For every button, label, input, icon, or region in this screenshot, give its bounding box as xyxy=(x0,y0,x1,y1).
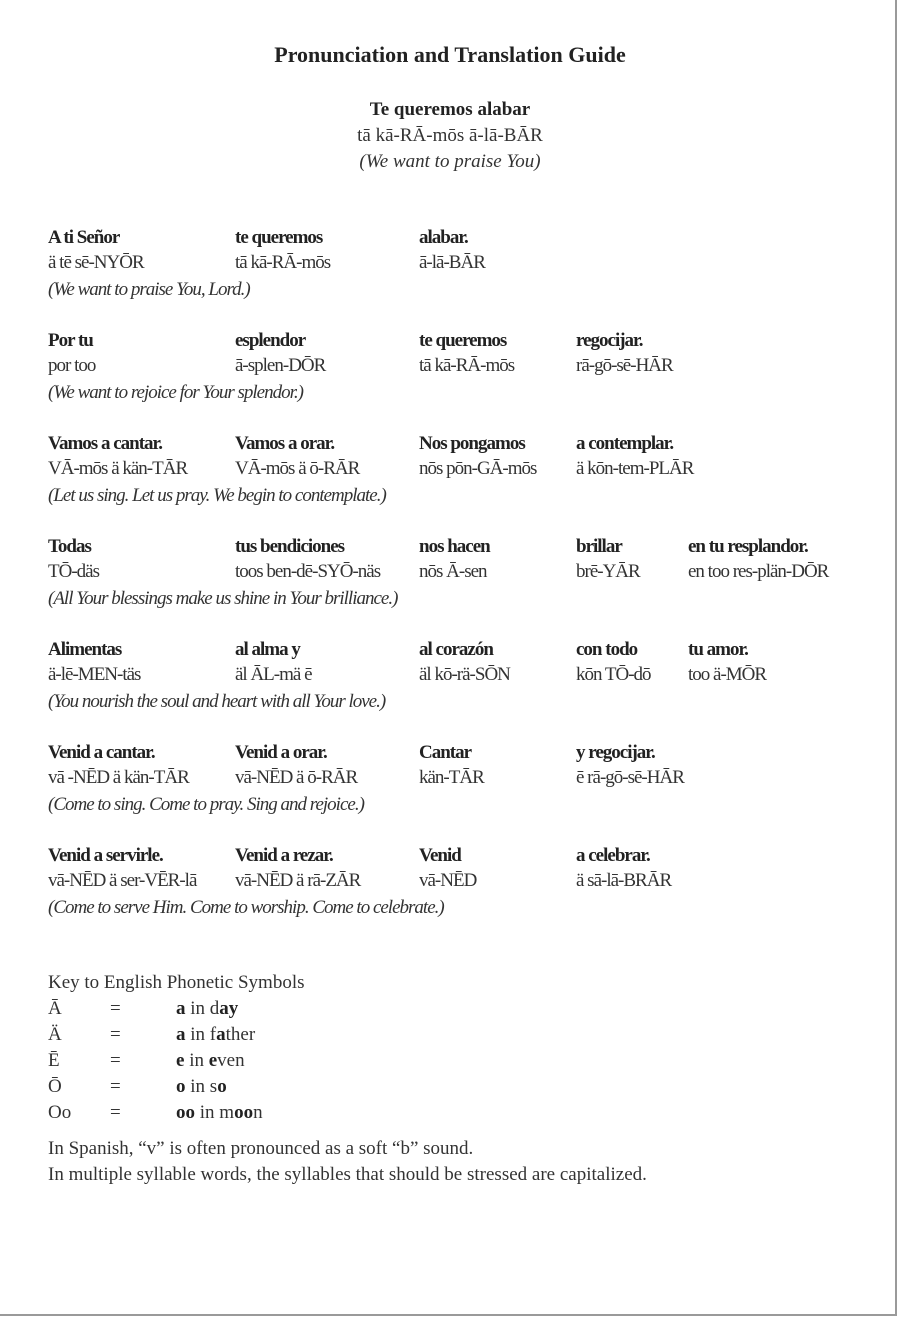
stanza-7 xyxy=(48,845,878,921)
stanza-6 xyxy=(48,742,878,818)
pronunciation: brē-YĀR xyxy=(576,561,640,582)
key-example: a in day xyxy=(176,998,239,1019)
stanza-1 xyxy=(48,227,878,303)
pronunciation: too ä-MŌR xyxy=(688,664,767,685)
stanza-3 xyxy=(48,433,878,509)
stanza-4 xyxy=(48,536,878,612)
pronunciation: nōs Ā-sen xyxy=(419,561,487,582)
pronunciation: ā-lā-BĀR xyxy=(419,252,485,273)
translation: (You nourish the soul and heart with all Your love.) xyxy=(48,691,386,712)
spanish-phrase: Alimentas xyxy=(48,639,122,660)
phonetic-key xyxy=(48,970,305,1126)
spanish-phrase: te queremos xyxy=(235,227,323,248)
spanish-phrase: a contemplar. xyxy=(576,433,674,454)
page-title: Pronunciation and Translation Guide xyxy=(274,42,626,67)
spanish-phrase: Vamos a orar. xyxy=(235,433,335,454)
spanish-phrase: te queremos xyxy=(419,330,507,351)
spanish-phrase: tu amor. xyxy=(688,639,748,660)
key-example: e in even xyxy=(176,1050,245,1071)
pronunciation: VĀ-mōs ä kän-TĀR xyxy=(48,458,188,479)
translation: (Come to serve Him. Come to worship. Come to celebrate.) xyxy=(48,897,444,918)
key-symbol: Oo xyxy=(48,1102,72,1123)
key-equals: = xyxy=(110,1076,121,1097)
pronunciation: vā-NĒD xyxy=(419,870,477,891)
key-equals: = xyxy=(110,1050,121,1071)
spanish-phrase: Todas xyxy=(48,536,91,557)
spanish-phrase: y regocijar. xyxy=(576,742,655,763)
spanish-phrase: al alma y xyxy=(235,639,300,660)
key-symbol: Ā xyxy=(48,998,62,1019)
song-heading xyxy=(0,97,900,175)
key-example: oo in moon xyxy=(176,1102,263,1123)
pronunciation: äl ĀL-mä ē xyxy=(235,664,312,685)
translation: (We want to rejoice for Your splendor.) xyxy=(48,382,303,403)
key-row xyxy=(48,1022,305,1048)
spanish-phrase: con todo xyxy=(576,639,638,660)
pronunciation-notes xyxy=(48,1136,647,1188)
spanish-phrase: Venid a servirle. xyxy=(48,845,163,866)
key-row xyxy=(48,1074,305,1100)
translation: (We want to praise You, Lord.) xyxy=(48,279,250,300)
spanish-phrase: a celebrar. xyxy=(576,845,650,866)
spanish-phrase: alabar. xyxy=(419,227,468,248)
pronunciation: kän-TĀR xyxy=(419,767,484,788)
pronunciation: por too xyxy=(48,355,96,376)
pronunciation: vā-NĒD ä ō-RĀR xyxy=(235,767,358,788)
key-title: Key to English Phonetic Symbols xyxy=(48,972,305,993)
pronunciation: ä sā-lā-BRĀR xyxy=(576,870,672,891)
spanish-phrase: Venid a cantar. xyxy=(48,742,155,763)
pronunciation: toos ben-dē-SYŌ-näs xyxy=(235,561,381,582)
key-equals: = xyxy=(110,998,121,1019)
stanza-2 xyxy=(48,330,878,406)
spanish-phrase: Nos pongamos xyxy=(419,433,525,454)
pronunciation: ā-splen-DŌR xyxy=(235,355,326,376)
key-row xyxy=(48,1100,305,1126)
key-equals: = xyxy=(110,1024,121,1045)
pronunciation: ä tē sē-NYŌR xyxy=(48,252,144,273)
spanish-phrase: al corazón xyxy=(419,639,493,660)
key-symbol: Ē xyxy=(48,1050,60,1071)
pronunciation: tā kā-RĀ-mōs xyxy=(235,252,331,273)
heading-pronunciation: tā kā-RĀ-mōs ā-lā-BĀR xyxy=(357,125,543,146)
spanish-phrase: Venid a orar. xyxy=(235,742,327,763)
pronunciation: nōs pōn-GĀ-mōs xyxy=(419,458,537,479)
pronunciation: TŌ-däs xyxy=(48,561,99,582)
translation: (All Your blessings make us shine in Your brilliance.) xyxy=(48,588,398,609)
pronunciation: tā kā-RĀ-mōs xyxy=(419,355,515,376)
pronunciation: ä-lē-MEN-täs xyxy=(48,664,141,685)
spanish-phrase: Venid a rezar. xyxy=(235,845,333,866)
note-line: In Spanish, “v” is often pronounced as a soft “b” sound. xyxy=(48,1138,474,1159)
spanish-phrase: regocijar. xyxy=(576,330,643,351)
translation: (Let us sing. Let us pray. We begin to contemplate.) xyxy=(48,485,386,506)
pronunciation: vā -NĒD ä kän-TĀR xyxy=(48,767,189,788)
key-example: o in so xyxy=(176,1076,227,1097)
pronunciation: vā-NĒD ä ser-VĒR-lā xyxy=(48,870,197,891)
key-symbol: Ō xyxy=(48,1076,62,1097)
spanish-phrase: en tu resplandor. xyxy=(688,536,808,557)
note-line: In multiple syllable words, the syllables that should be stressed are capitalized. xyxy=(48,1164,647,1185)
heading-spanish: Te queremos alabar xyxy=(369,99,531,120)
spanish-phrase: Cantar xyxy=(419,742,472,763)
key-example: a in father xyxy=(176,1024,256,1045)
spanish-phrase: nos hacen xyxy=(419,536,490,557)
spanish-phrase: A ti Señor xyxy=(48,227,120,248)
spanish-phrase: tus bendiciones xyxy=(235,536,345,557)
pronunciation: VĀ-mōs ä ō-RĀR xyxy=(235,458,360,479)
spanish-phrase: Por tu xyxy=(48,330,93,351)
key-equals: = xyxy=(110,1102,121,1123)
stanza-5 xyxy=(48,639,878,715)
pronunciation: kōn TŌ-dō xyxy=(576,664,651,685)
key-symbol: Ä xyxy=(48,1024,62,1045)
pronunciation: ä kōn-tem-PLĀR xyxy=(576,458,694,479)
translation: (Come to sing. Come to pray. Sing and rejoice.) xyxy=(48,794,364,815)
pronunciation: äl kō-rä-SŌN xyxy=(419,664,510,685)
key-row xyxy=(48,996,305,1022)
pronunciation: ē rā-gō-sē-HĀR xyxy=(576,767,684,788)
spanish-phrase: esplendor xyxy=(235,330,306,351)
spanish-phrase: Vamos a cantar. xyxy=(48,433,162,454)
spanish-phrase: Venid xyxy=(419,845,461,866)
key-row xyxy=(48,1048,305,1074)
pronunciation: vā-NĒD ä rā-ZĀR xyxy=(235,870,361,891)
spanish-phrase: brillar xyxy=(576,536,622,557)
pronunciation: en too res-plän-DŌR xyxy=(688,561,829,582)
pronunciation: rā-gō-sē-HĀR xyxy=(576,355,673,376)
heading-translation: (We want to praise You) xyxy=(359,151,541,172)
